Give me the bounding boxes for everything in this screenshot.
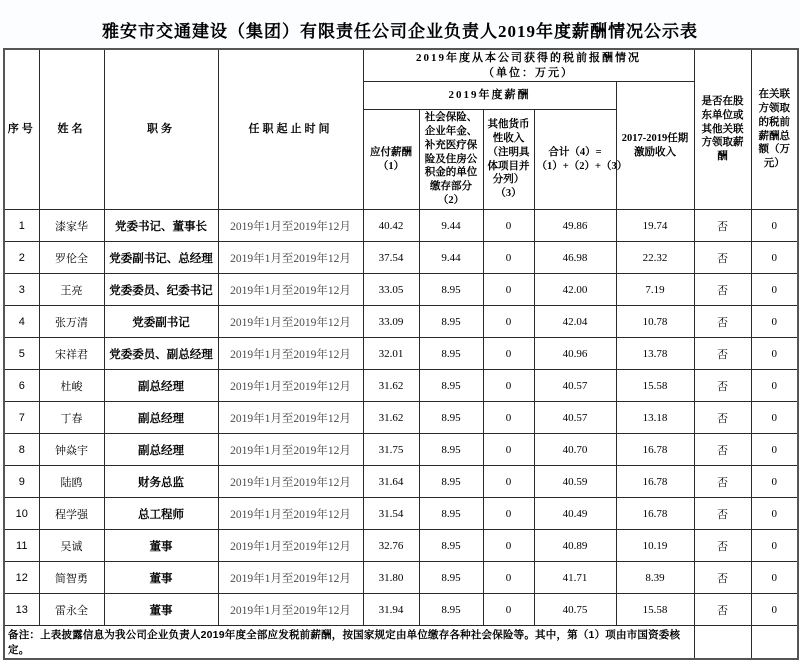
table-row: [4, 498, 798, 530]
cell-related-party-amount: 0: [751, 242, 798, 274]
cell-social-insurance: 8.95: [419, 562, 483, 594]
cell-name: 罗伦全: [39, 242, 104, 274]
cell-payable: 32.76: [363, 530, 419, 562]
cell-payable: 31.80: [363, 562, 419, 594]
page-title: 雅安市交通建设（集团）有限责任公司企业负责人2019年度薪酬情况公示表: [0, 0, 800, 48]
cell-other-income: 0: [483, 434, 534, 466]
cell-other-income: 0: [483, 530, 534, 562]
cell-related-party-amount: 0: [751, 338, 798, 370]
cell-seq: 12: [4, 562, 39, 594]
cell-tenure: 2019年1月至2019年12月: [218, 466, 363, 498]
note-text: 备注：上表披露信息为我公司企业负责人2019年度全部应发税前薪酬，按国家规定由单位缴存各种社会保险等。其中，第（1）项由市国资委核定。: [4, 626, 694, 660]
salary-table: [3, 48, 799, 660]
note-empty-cell-1: [694, 626, 751, 660]
table-row: [4, 210, 798, 242]
cell-payable: 31.54: [363, 498, 419, 530]
cell-position: 副总经理: [104, 370, 218, 402]
cell-payable: 33.09: [363, 306, 419, 338]
cell-position: 财务总监: [104, 466, 218, 498]
table-header: [4, 49, 798, 210]
cell-position: 党委委员、副总经理: [104, 338, 218, 370]
cell-related-party-amount: 0: [751, 274, 798, 306]
header-name: 姓名: [39, 49, 104, 210]
cell-related-party-flag: 否: [694, 466, 751, 498]
cell-total: 40.59: [534, 466, 616, 498]
cell-other-income: 0: [483, 466, 534, 498]
cell-position: 党委副书记、总经理: [104, 242, 218, 274]
cell-position: 副总经理: [104, 434, 218, 466]
cell-total: 41.71: [534, 562, 616, 594]
cell-tenure: 2019年1月至2019年12月: [218, 242, 363, 274]
cell-other-income: 0: [483, 594, 534, 626]
cell-tenure: 2019年1月至2019年12月: [218, 530, 363, 562]
cell-position: 副总经理: [104, 402, 218, 434]
cell-total: 42.00: [534, 274, 616, 306]
header-total: 合计（4）=（1）+（2）+（3）: [534, 110, 616, 210]
cell-position: 总工程师: [104, 498, 218, 530]
table-row: [4, 370, 798, 402]
cell-social-insurance: 8.95: [419, 530, 483, 562]
cell-other-income: 0: [483, 498, 534, 530]
note-row: [4, 626, 798, 660]
cell-payable: 32.01: [363, 338, 419, 370]
cell-name: 吴诚: [39, 530, 104, 562]
header-seq: 序号: [4, 49, 39, 210]
cell-position: 党委副书记: [104, 306, 218, 338]
header-social-insurance: 社会保险、企业年金、补充医疗保险及住房公积金的单位缴存部分（2）: [419, 110, 483, 210]
cell-incentive: 10.19: [616, 530, 694, 562]
cell-incentive: 22.32: [616, 242, 694, 274]
cell-total: 40.96: [534, 338, 616, 370]
cell-name: 雷永全: [39, 594, 104, 626]
cell-incentive: 15.58: [616, 370, 694, 402]
cell-social-insurance: 8.95: [419, 594, 483, 626]
note-empty-cell-2: [751, 626, 798, 660]
cell-tenure: 2019年1月至2019年12月: [218, 498, 363, 530]
cell-related-party-amount: 0: [751, 466, 798, 498]
cell-related-party-amount: 0: [751, 530, 798, 562]
header-incentive: 2017-2019任期激励收入: [616, 82, 694, 210]
cell-total: 40.70: [534, 434, 616, 466]
cell-related-party-amount: 0: [751, 370, 798, 402]
cell-name: 丁春: [39, 402, 104, 434]
cell-seq: 2: [4, 242, 39, 274]
cell-social-insurance: 8.95: [419, 274, 483, 306]
table-row: [4, 402, 798, 434]
cell-total: 49.86: [534, 210, 616, 242]
cell-payable: 31.62: [363, 370, 419, 402]
cell-other-income: 0: [483, 242, 534, 274]
header-tenure: 任职起止时间: [218, 49, 363, 210]
cell-tenure: 2019年1月至2019年12月: [218, 402, 363, 434]
cell-total: 40.49: [534, 498, 616, 530]
cell-related-party-flag: 否: [694, 370, 751, 402]
cell-seq: 10: [4, 498, 39, 530]
cell-seq: 6: [4, 370, 39, 402]
cell-incentive: 16.78: [616, 466, 694, 498]
cell-related-party-flag: 否: [694, 402, 751, 434]
cell-other-income: 0: [483, 274, 534, 306]
cell-seq: 9: [4, 466, 39, 498]
table-row: [4, 594, 798, 626]
cell-incentive: 8.39: [616, 562, 694, 594]
cell-related-party-flag: 否: [694, 242, 751, 274]
cell-seq: 11: [4, 530, 39, 562]
cell-position: 董事: [104, 562, 218, 594]
cell-social-insurance: 9.44: [419, 210, 483, 242]
cell-name: 钟焱宇: [39, 434, 104, 466]
cell-total: 40.57: [534, 370, 616, 402]
cell-seq: 5: [4, 338, 39, 370]
cell-seq: 1: [4, 210, 39, 242]
cell-incentive: 16.78: [616, 498, 694, 530]
cell-name: 程学强: [39, 498, 104, 530]
cell-incentive: 13.78: [616, 338, 694, 370]
cell-payable: 31.64: [363, 466, 419, 498]
cell-seq: 7: [4, 402, 39, 434]
cell-position: 党委委员、纪委书记: [104, 274, 218, 306]
cell-other-income: 0: [483, 338, 534, 370]
cell-social-insurance: 8.95: [419, 402, 483, 434]
cell-other-income: 0: [483, 306, 534, 338]
cell-incentive: 16.78: [616, 434, 694, 466]
cell-incentive: 10.78: [616, 306, 694, 338]
cell-payable: 31.62: [363, 402, 419, 434]
cell-related-party-flag: 否: [694, 562, 751, 594]
header-related-party-flag: 是否在股东单位或其他关联方领取薪酬: [694, 49, 751, 210]
cell-related-party-flag: 否: [694, 434, 751, 466]
cell-related-party-amount: 0: [751, 210, 798, 242]
cell-seq: 3: [4, 274, 39, 306]
header-related-party-amount: 在关联方领取的税前薪酬总额（万元）: [751, 49, 798, 210]
cell-social-insurance: 8.95: [419, 434, 483, 466]
cell-tenure: 2019年1月至2019年12月: [218, 562, 363, 594]
cell-total: 40.75: [534, 594, 616, 626]
cell-name: 简智勇: [39, 562, 104, 594]
cell-payable: 31.75: [363, 434, 419, 466]
cell-name: 杜峻: [39, 370, 104, 402]
cell-related-party-amount: 0: [751, 402, 798, 434]
header-payable: 应付薪酬（1）: [363, 110, 419, 210]
cell-tenure: 2019年1月至2019年12月: [218, 434, 363, 466]
cell-related-party-amount: 0: [751, 498, 798, 530]
cell-related-party-amount: 0: [751, 434, 798, 466]
cell-tenure: 2019年1月至2019年12月: [218, 594, 363, 626]
cell-payable: 37.54: [363, 242, 419, 274]
cell-other-income: 0: [483, 370, 534, 402]
table-row: [4, 562, 798, 594]
cell-incentive: 19.74: [616, 210, 694, 242]
cell-position: 党委书记、董事长: [104, 210, 218, 242]
cell-payable: 33.05: [363, 274, 419, 306]
cell-social-insurance: 8.95: [419, 370, 483, 402]
table-row: [4, 306, 798, 338]
cell-related-party-flag: 否: [694, 338, 751, 370]
cell-total: 42.04: [534, 306, 616, 338]
table-row: [4, 242, 798, 274]
cell-tenure: 2019年1月至2019年12月: [218, 306, 363, 338]
header-position: 职务: [104, 49, 218, 210]
cell-related-party-flag: 否: [694, 210, 751, 242]
cell-tenure: 2019年1月至2019年12月: [218, 370, 363, 402]
cell-name: 陆鸥: [39, 466, 104, 498]
cell-seq: 4: [4, 306, 39, 338]
cell-social-insurance: 8.95: [419, 498, 483, 530]
table-row: [4, 274, 798, 306]
cell-related-party-amount: 0: [751, 306, 798, 338]
cell-related-party-flag: 否: [694, 530, 751, 562]
cell-name: 宋祥君: [39, 338, 104, 370]
cell-name: 漆家华: [39, 210, 104, 242]
cell-related-party-flag: 否: [694, 594, 751, 626]
header-other-income: 其他货币性收入（注明具体项目并分列）（3）: [483, 110, 534, 210]
table-row: [4, 466, 798, 498]
cell-related-party-flag: 否: [694, 274, 751, 306]
table-row: [4, 338, 798, 370]
cell-seq: 13: [4, 594, 39, 626]
cell-other-income: 0: [483, 210, 534, 242]
cell-name: 王亮: [39, 274, 104, 306]
cell-related-party-flag: 否: [694, 306, 751, 338]
cell-total: 46.98: [534, 242, 616, 274]
cell-incentive: 13.18: [616, 402, 694, 434]
cell-position: 董事: [104, 530, 218, 562]
cell-total: 40.57: [534, 402, 616, 434]
cell-tenure: 2019年1月至2019年12月: [218, 274, 363, 306]
cell-tenure: 2019年1月至2019年12月: [218, 210, 363, 242]
cell-payable: 31.94: [363, 594, 419, 626]
table-row: [4, 434, 798, 466]
cell-related-party-amount: 0: [751, 562, 798, 594]
cell-other-income: 0: [483, 562, 534, 594]
header-salary-2019-group: 2019年度薪酬: [363, 82, 616, 110]
cell-tenure: 2019年1月至2019年12月: [218, 338, 363, 370]
cell-social-insurance: 8.95: [419, 338, 483, 370]
cell-other-income: 0: [483, 402, 534, 434]
cell-seq: 8: [4, 434, 39, 466]
cell-social-insurance: 8.95: [419, 466, 483, 498]
cell-social-insurance: 9.44: [419, 242, 483, 274]
table-body: [4, 210, 798, 626]
cell-payable: 40.42: [363, 210, 419, 242]
header-pretax-group: 2019年度从本公司获得的税前报酬情况 （单位：万元）: [363, 49, 694, 82]
cell-total: 40.89: [534, 530, 616, 562]
cell-social-insurance: 8.95: [419, 306, 483, 338]
cell-position: 董事: [104, 594, 218, 626]
cell-incentive: 15.58: [616, 594, 694, 626]
cell-related-party-flag: 否: [694, 498, 751, 530]
table-row: [4, 530, 798, 562]
cell-related-party-amount: 0: [751, 594, 798, 626]
cell-name: 张万清: [39, 306, 104, 338]
cell-incentive: 7.19: [616, 274, 694, 306]
